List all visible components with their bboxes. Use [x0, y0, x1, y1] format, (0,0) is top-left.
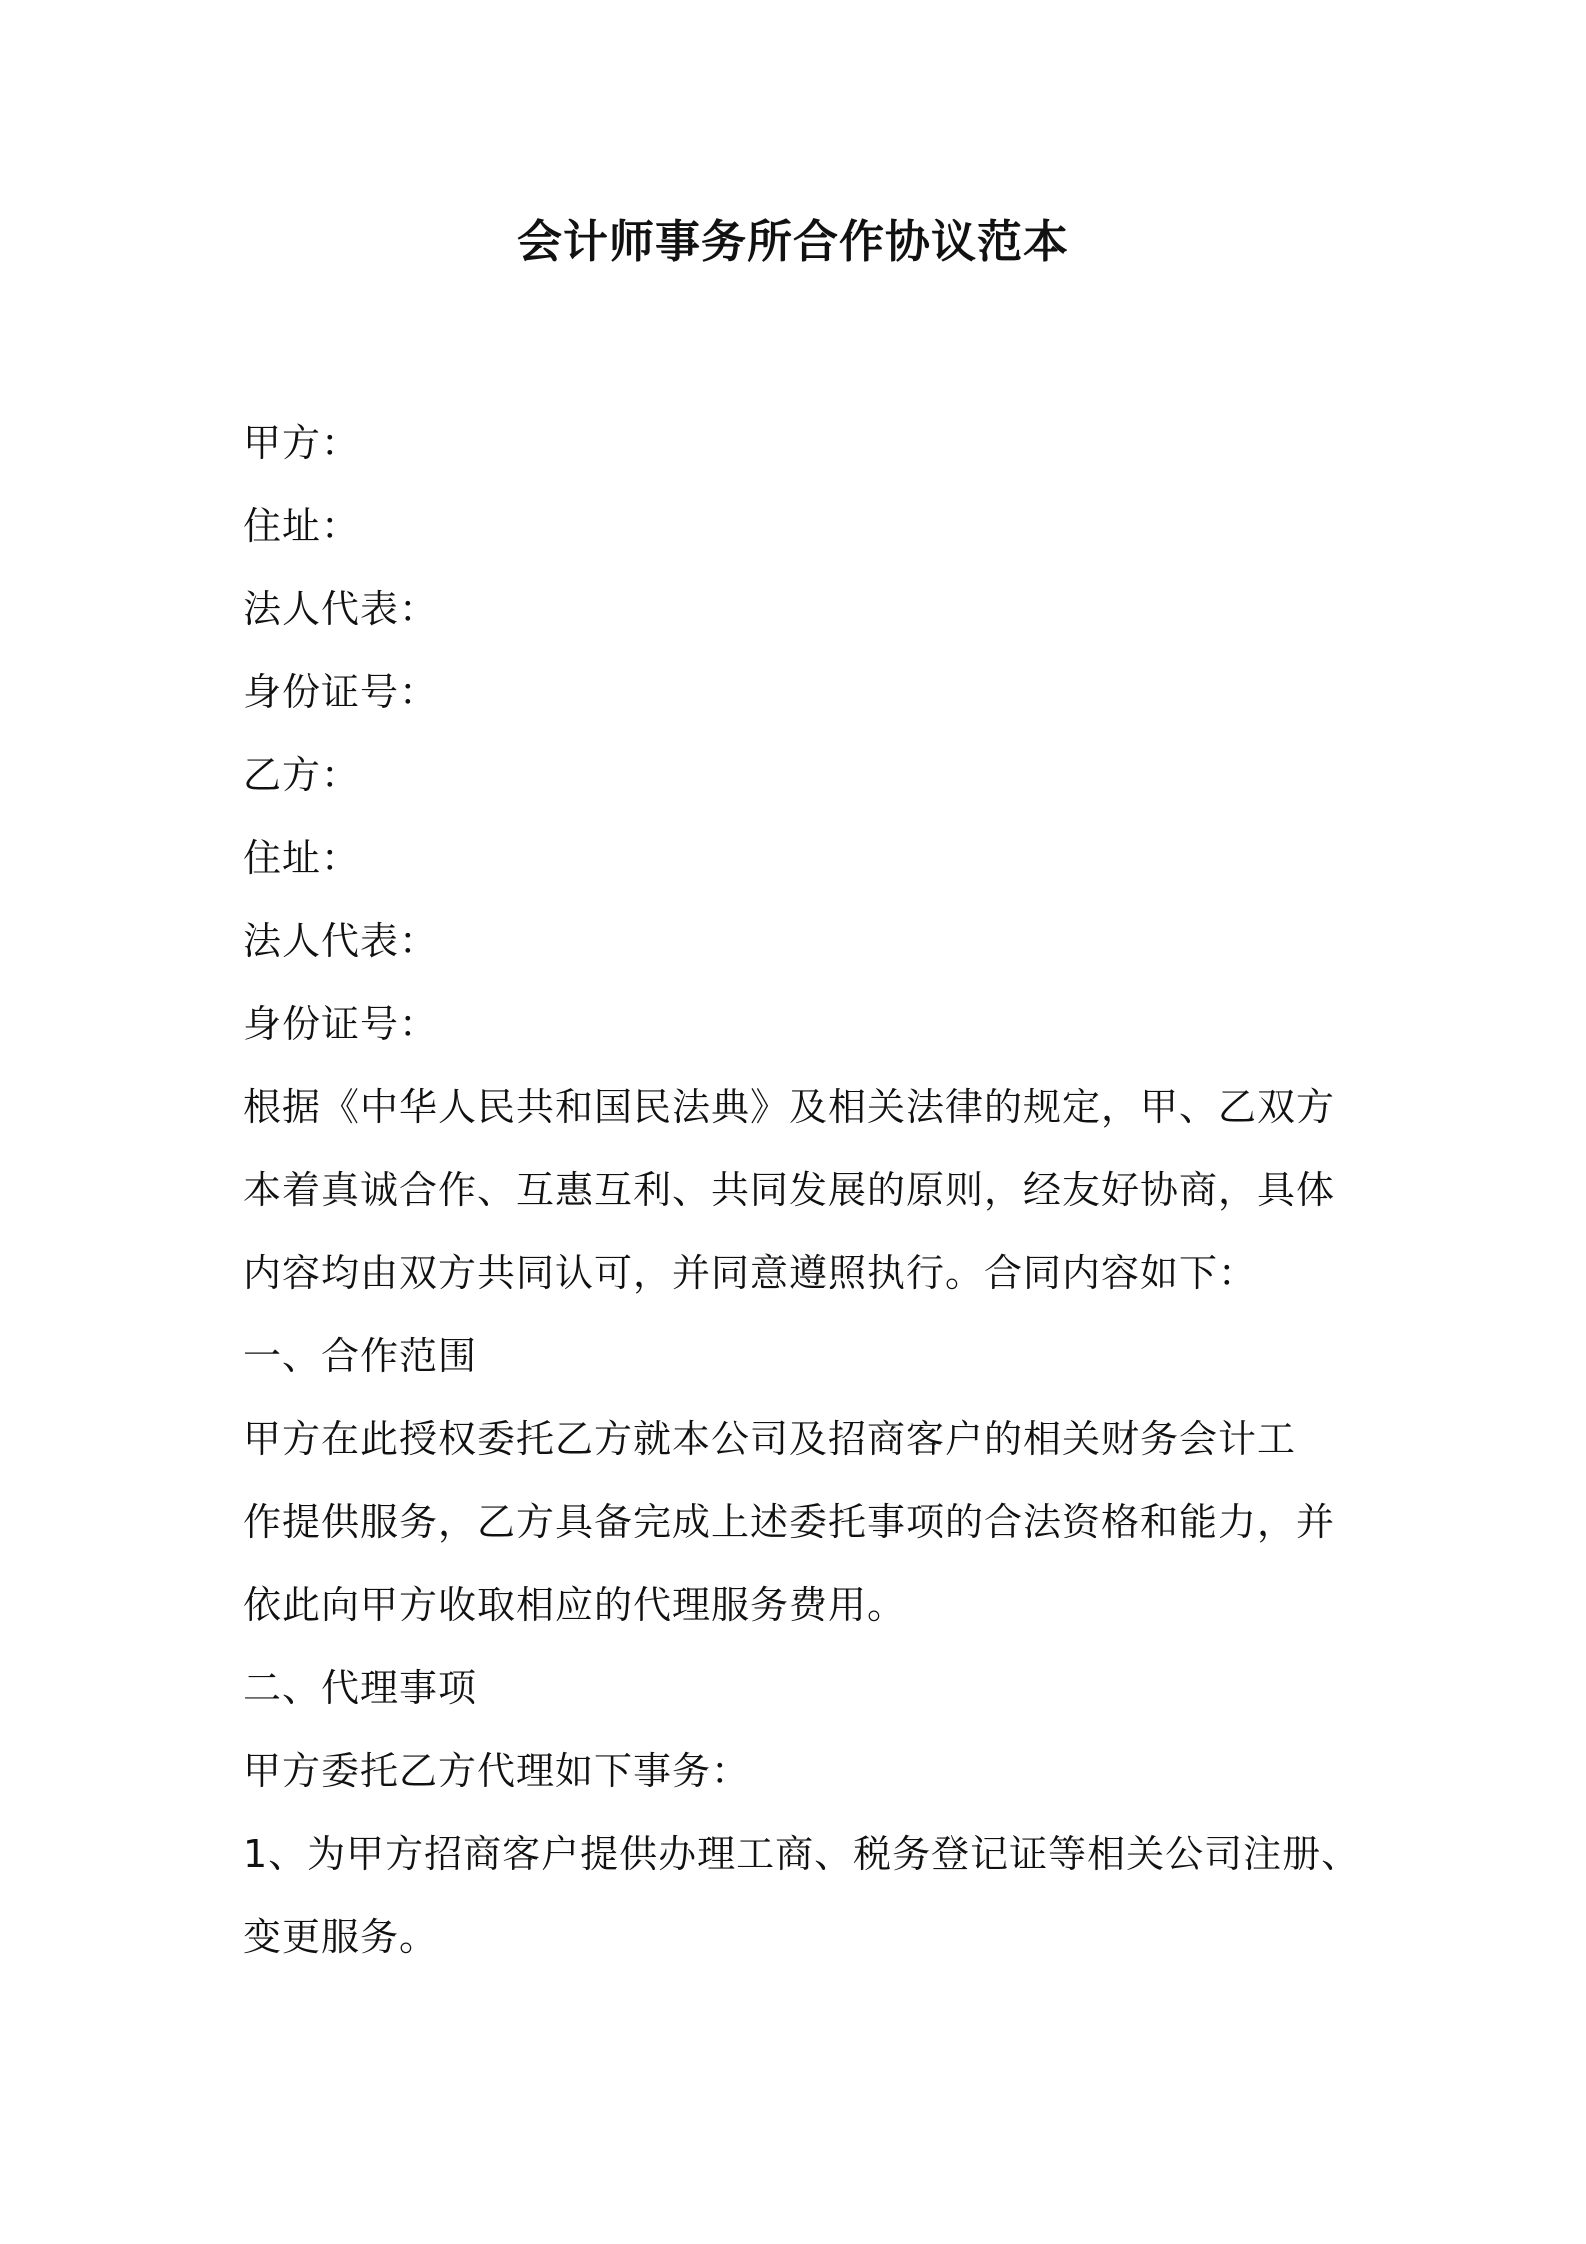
party-a-address-label: 住址： — [243, 504, 361, 548]
document-title: 会计师事务所合作协议范本 — [516, 215, 1069, 268]
section-1-line: 甲方在此授权委托乙方就本公司及招商客户的相关财务会计工 — [243, 1417, 1297, 1461]
section-1-line: 作提供服务，乙方具备完成上述委托事项的合法资格和能力，并 — [243, 1500, 1336, 1544]
party-a-id-label: 身份证号： — [243, 670, 439, 714]
section-1-line: 依此向甲方收取相应的代理服务费用。 — [243, 1583, 907, 1627]
section-1-heading: 一、合作范围 — [243, 1334, 478, 1378]
section-2-item-1-line: 变更服务。 — [243, 1915, 439, 1959]
preamble-line: 根据《中华人民共和国民法典》及相关法律的规定，甲、乙双方 — [243, 1085, 1336, 1129]
document-body — [243, 402, 1373, 1979]
party-a-label: 甲方： — [243, 421, 361, 465]
party-b-label: 乙方： — [243, 753, 361, 797]
party-b-address-label: 住址： — [243, 836, 361, 880]
party-b-id-label: 身份证号： — [243, 1002, 439, 1046]
section-2-item-1-line: 1、为甲方招商客户提供办理工商、税务登记证等相关公司注册、 — [243, 1832, 1361, 1876]
party-b-legal-rep-label: 法人代表： — [243, 919, 439, 963]
section-2-intro: 甲方委托乙方代理如下事务： — [243, 1749, 751, 1793]
preamble-line: 内容均由双方共同认可，并同意遵照执行。合同内容如下： — [243, 1251, 1258, 1295]
party-a-legal-rep-label: 法人代表： — [243, 587, 439, 631]
preamble-line: 本着真诚合作、互惠互利、共同发展的原则，经友好协商，具体 — [243, 1168, 1336, 1212]
section-2-heading: 二、代理事项 — [243, 1666, 478, 1710]
